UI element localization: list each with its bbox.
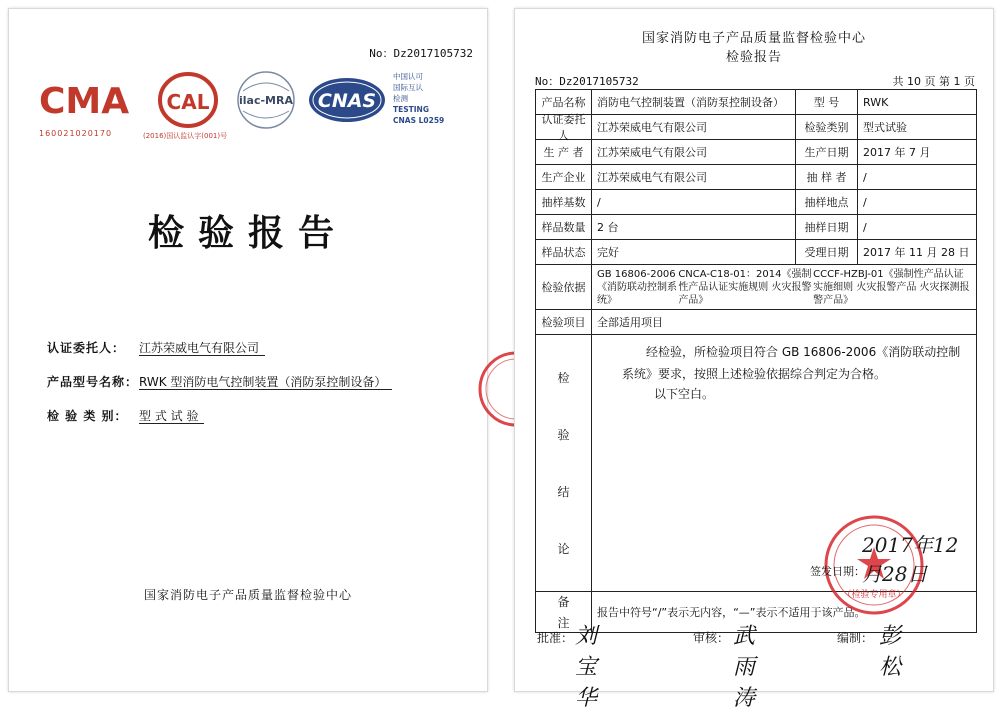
cnas-accreditation-text: 中国认可 国际互认 检测 TESTING CNAS L0259 [393,72,445,125]
table-row: 产品名称 消防电气控制装置（消防泵控制设备） 型 号 RWK [536,90,976,115]
ilac-mra-logo [231,69,301,131]
cover-issuer: 国家消防电子产品质量监督检验中心 [143,588,352,602]
report-title: 检验报告 [725,50,782,65]
approver: 批准： 刘宝华 [537,629,573,646]
sign-date-label: 签发日期： [810,565,865,578]
table-row-basis: 检验依据 GB 16806-2006《消防联动控制系统》 CNCA-C18-01：2014《强制性产品认证实施规则 火灾报警产品》 CCCF-HZBJ-01《强制性产品认证实施细则 火灾报警产品 火灾探测报警产品》 [536,265,976,310]
compiler: 编制： 彭松 [837,629,873,646]
svg-text:（检验专用章）: （检验专用章） [842,590,906,600]
compiler-signature: 彭松 [879,624,902,680]
table-row: 生 产 者 江苏荣威电气有限公司 生产日期 2017 年 7 月 [536,140,976,165]
cover-page [8,8,488,692]
cover-report-number: No：Dz2017105732 [369,47,473,60]
cma-code: 160021020170 [39,129,113,138]
report-number: No：Dz2017105732 [535,75,639,88]
table-row: 样品状态 完好 受理日期 2017 年 11 月 28 日 [536,240,976,265]
sign-date-handwritten: 2017年12月28日 [862,533,959,586]
notes-text: 报告中符号“/”表示无内容，“—”表示不适用于该产品。 [597,606,866,619]
report-header [515,29,993,67]
svg-text:ilac-MRA: ilac-MRA [239,94,293,107]
table-row-items: 检验项目 全部适用项目 [536,310,976,335]
svg-text:CMA: CMA [38,81,130,122]
table-row-conclusion [536,335,976,600]
reviewer: 审核： 武雨涛 [693,629,729,646]
svg-text:CAL: CAL [166,90,210,114]
report-issuer: 国家消防电子产品质量监督检验中心 [641,31,866,46]
conclusion-label: 检 验 结 论 [536,335,592,591]
cnas-logo [307,75,387,125]
conclusion-text: 经检验，所检验项目符合 GB 16806-2006《消防联动控制系统》要求，按照上述检验依据综合判定为合格。 [622,345,961,381]
reviewer-signature: 武雨涛 [733,624,756,711]
conclusion-body [592,335,976,600]
cover-title: 检验报告 [147,212,348,254]
cal-logo [157,71,219,129]
table-row: 抽样基数 / 抽样地点 / [536,190,976,215]
report-table [535,89,977,633]
table-row: 样品数量 2 台 抽样日期 / [536,215,976,240]
cal-code: (2016)国认监认字(001)号 [143,132,228,140]
table-row: 认证委托人 江苏荣威电气有限公司 检验类别 型式试验 [536,115,976,140]
table-row: 生产企业 江苏荣威电气有限公司 抽 样 者 / [536,165,976,190]
approver-signature: 刘宝华 [575,624,598,711]
cma-logo [38,73,130,123]
cover-test-type-field: 检 验 类 别： 型 式 试 验 [47,407,204,424]
cover-client-field: 认证委托人： 江苏荣威电气有限公司 [47,339,265,356]
test-basis-list: GB 16806-2006《消防联动控制系统》 CNCA-C18-01：2014《强制性产品认证实施规则 火灾报警产品》 CCCF-HZBJ-01《强制性产品认证实施细则 火灾报警产品 火灾探测报警产品》 [597,268,970,306]
notes-label: 备 注 [536,592,592,632]
cover-product-field: 产品型号名称：RWK 型消防电气控制装置（消防泵控制设备） [47,373,392,390]
svg-text:CNAS: CNAS [317,90,377,112]
page-count: 共 10 页 第 1 页 [892,75,975,88]
conclusion-blank-note: 以下空白。 [654,387,715,401]
report-page [514,8,994,711]
partial-seal-stamp [464,349,514,429]
